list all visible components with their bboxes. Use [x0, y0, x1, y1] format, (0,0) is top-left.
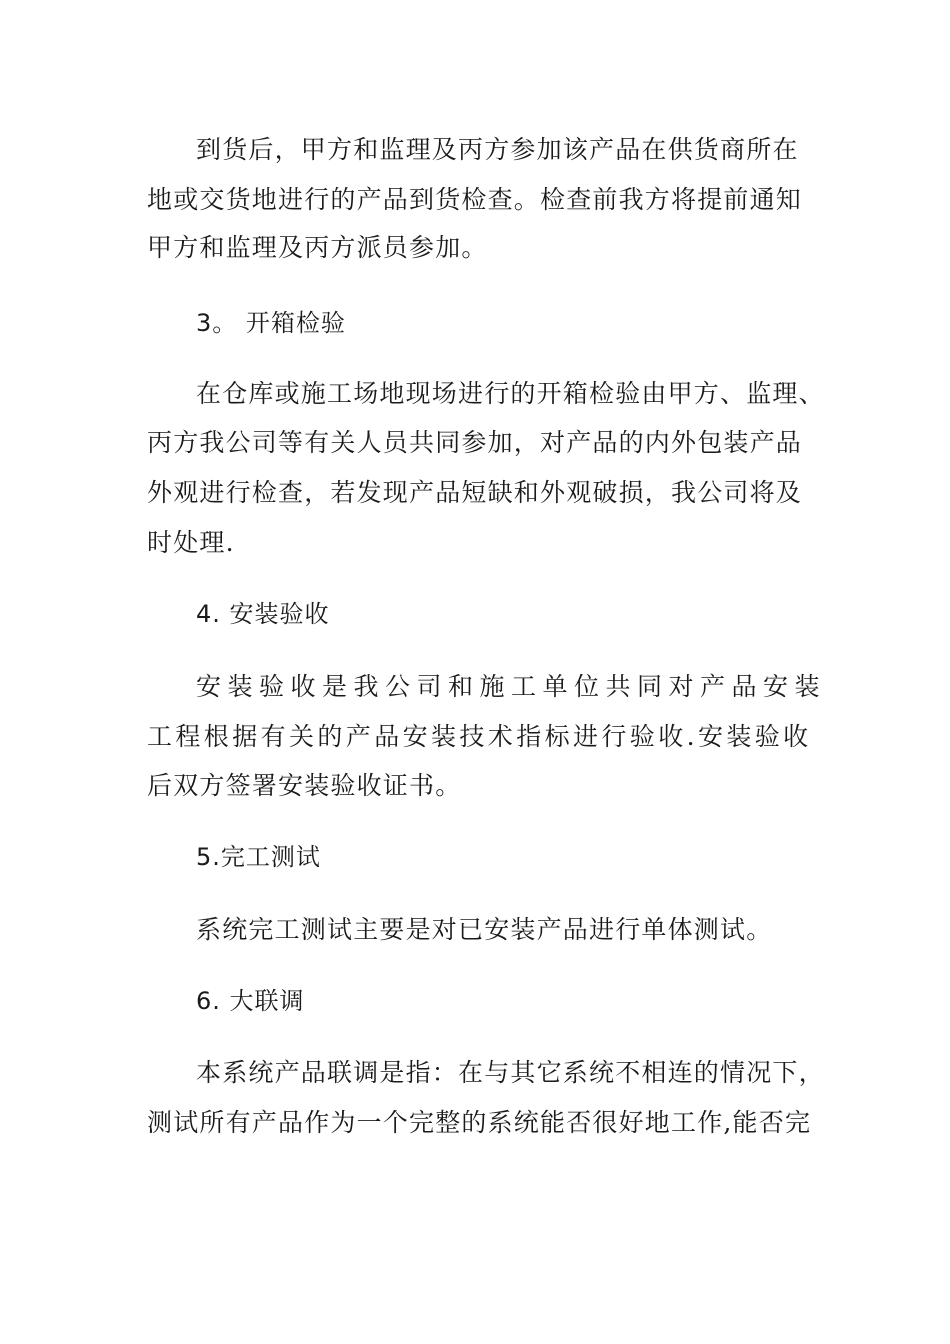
section-heading: 5.完工测试 — [196, 843, 321, 871]
section-heading: 4. 安装验收 — [196, 600, 330, 628]
paragraph-line: 地或交货地进行的产品到货检查。检查前我方将提前通知 — [147, 185, 803, 214]
paragraph-line: 测试所有产品作为一个完整的系统能否很好地工作,能否完 — [147, 1108, 812, 1137]
paragraph-line: 外观进行检查，若发现产品短缺和外观破损，我公司将及 — [147, 478, 803, 507]
section-heading: 6. 大联调 — [196, 987, 305, 1015]
section-heading: 3。 开箱检验 — [196, 309, 346, 337]
paragraph-line: 在仓库或施工场地现场进行的开箱检验由甲方、监理、 — [196, 379, 825, 408]
paragraph-line: 安装验收是我公司和施工单位共同对产品安装 — [196, 672, 827, 701]
paragraph-line: 甲方和监理及丙方派员参加。 — [147, 233, 488, 262]
paragraph-line: 系统完工测试主要是对已安装产品进行单体测试。 — [196, 915, 773, 944]
paragraph-line: 到货后，甲方和监理及丙方参加该产品在供货商所在 — [196, 135, 799, 164]
paragraph-line: 丙方我公司等有关人员共同参加，对产品的内外包装产品 — [147, 428, 803, 457]
paragraph-line: 后双方签署安装验收证书。 — [147, 771, 462, 800]
paragraph-line: 本系统产品联调是指：在与其它系统不相连的情况下， — [196, 1058, 825, 1087]
paragraph-line: 工程根据有关的产品安装技术指标进行验收.安装验收 — [147, 722, 812, 751]
paragraph-line: 时处理. — [147, 528, 235, 557]
